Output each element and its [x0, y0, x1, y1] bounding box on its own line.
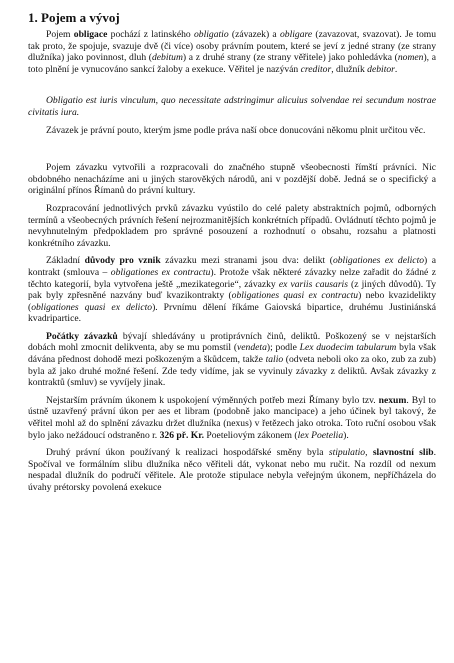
text-run: ), a toto plnění je vynucováno sankcí žaloby a exekuce. Věřitel je nazýván — [28, 52, 436, 75]
text-run: Základní — [46, 255, 85, 267]
text-run: (zavazovat, svazovat). Je tomu tak proto, že spojuje, svazuje dvě (či více) osoby právním poutem, které se jeví z jedné strany (ze strany dlužníka) jako povinnost, dluh ( — [28, 29, 437, 64]
term-obligare: obligare — [279, 29, 313, 40]
term-ex-contractu: obligationes ex contractu — [110, 266, 211, 278]
paragraph-reasons — [28, 255, 436, 325]
text-run: Pojem — [46, 29, 74, 40]
term-quasi-delicto: obligationes quasi ex delicto — [31, 301, 153, 313]
text-run: ); podle — [266, 342, 300, 354]
term-obligace: obligace — [73, 29, 108, 40]
term-ex-variis: ex variis causaris — [278, 278, 348, 290]
term-debitum: debitum — [152, 52, 183, 64]
text-run: ). Protože však některé závazky nelze zařadit do žádné z těchto kategorií, byla vytvořena ještě „mezikategorie“, závazky — [28, 266, 436, 290]
latin-quote: Obligatio est iuris vinculum, quo necessitate adstringimur alicuius solvendae rei secundum nostrae civitatis iura. — [28, 95, 436, 118]
term-slavnostni-slib: slavnostní slib — [372, 447, 434, 459]
paragraph-definition — [28, 29, 436, 75]
text-run: . Spočíval ve formálním slibu dlužníka něco věřiteli dát, vykonat nebo mu ručit. Na rozdíl od nexum nespadal dlužník do područí věřitele. Ale protože stipulace nebyla veřejným úkonem, nepříčházela do úvahy prétorsky povolená exekuce — [28, 447, 436, 493]
text-run: , dlužník — [331, 63, 368, 75]
text-run: ) nebo kvazidelikty ( — [28, 290, 436, 313]
term-vendeta: vendeta — [237, 342, 267, 354]
text-run: byla však dávána přednost dohodě mezi poškozeným a škůdcem, takže — [28, 342, 436, 366]
text-run: Poeteliovým zákonem ( — [204, 429, 298, 441]
text-run: , — [365, 447, 373, 459]
text-run: pochází z latinského — [107, 29, 194, 40]
text-run: . — [394, 63, 398, 75]
term-nomen: nomen — [397, 52, 424, 64]
term-pocatky: Počátky závazků — [46, 330, 118, 342]
paragraph-beginnings — [28, 331, 436, 389]
text-run: Nejstarším právním úkonem k uspokojení výměnných potřeb mezi Římany bylo tzv. — [46, 394, 379, 406]
text-run: ) a z druhé strany (ze strany věřitele) jako pohledávka ( — [182, 52, 398, 64]
text-run: ). Prvnímu dělení říkáme Gaiovská bipartice, druhému Justiniánská kvadripartice. — [28, 301, 436, 325]
text-run: (odveta neboli oko za oko, zub za zub) byla až jako druhé možné řešení. Zde tedy vidíme, jak se vyvinuly závazky z deliktů. Avšak závazky z kontraktů (smluv) se vyvíjely jinak. — [28, 354, 436, 389]
term-lex-duodecim: Lex duodecim tabularum — [299, 342, 397, 354]
term-debitor: debitor — [367, 63, 395, 75]
text-run: (závazek) a — [228, 29, 280, 40]
text-run: ) a kontrakt (smlouva – — [28, 255, 436, 278]
text-run: bývají shledávány u protiprávních činů, deliktů. Poškozený se v nejstarších dobách mohl zmocnit delikventa, aby se mu pomstil ( — [28, 330, 436, 354]
text-run: (z jiných důvodů). Ty pak byly zpřesněné nazvány buď kvazikontrakty ( — [28, 278, 437, 302]
term-nexum: nexum — [378, 394, 407, 406]
term-lex-poetelia: lex Poetelia — [297, 429, 344, 441]
paragraph-translation: Závazek je právní pouto, kterým jsme podle práva naší obce donucováni někomu plnit určitou věc. — [46, 124, 426, 136]
term-talio: talio — [265, 354, 284, 366]
paragraph-roman-origin: Pojem závazku vytvořili a rozpracovali do značného stupně všeobecnosti římští právníci. Nic obdobného nenacházíme ani u jiných starověkých národů, ani v pozdější době. Jedná se o specifický a originální přínos Římanů do právní kultury. — [28, 162, 436, 197]
text-run: Druhý právní úkon používaný k realizaci hospodářské směny byla — [46, 447, 329, 459]
paragraph-abstract-concepts: Rozpracování jednotlivých prvků závazku vyústilo do celé palety abstraktních pojmů, odborných termínů a všeobecných právních řešení nejrozmanitějších konkrétních případů. Ovládnutí těchto pojmů je nevyhnutelným předpokladem pro správné posouzení a rozhodnutí o obsahu, rozsahu a platnosti konkrétního závazku. — [28, 202, 436, 249]
section-heading: 1. Pojem a vývoj — [28, 10, 120, 25]
term-creditor: creditor — [300, 63, 332, 75]
text-run: závazku mezi stranami jsou dva: delikt ( — [160, 255, 333, 267]
term-quasi-contractu: obligationes quasi ex contractu — [231, 290, 359, 302]
text-run: ). — [343, 429, 349, 441]
paragraph-stipulatio — [28, 447, 436, 493]
term-obligatio: obligatio — [193, 29, 229, 40]
term-year: 326 př. Kr. — [159, 429, 205, 441]
paragraph-nexum — [28, 395, 436, 441]
term-stipulatio: stipulatio — [328, 447, 366, 459]
term-ex-delicto: obligationes ex delicto — [332, 255, 425, 267]
term-duvody: důvody pro vznik — [84, 255, 161, 267]
text-run: . Byl to ústně uzavřený právní úkon per aes et libram (podobně jako mancipace) a jeho účinek byl takový, že věřitel mohl až do splnění závazku držet dlužníka (nexus) v řetězech jako otroka. Toto ruční osobou však bylo jako nežádoucí odstraněno r. — [28, 394, 436, 441]
